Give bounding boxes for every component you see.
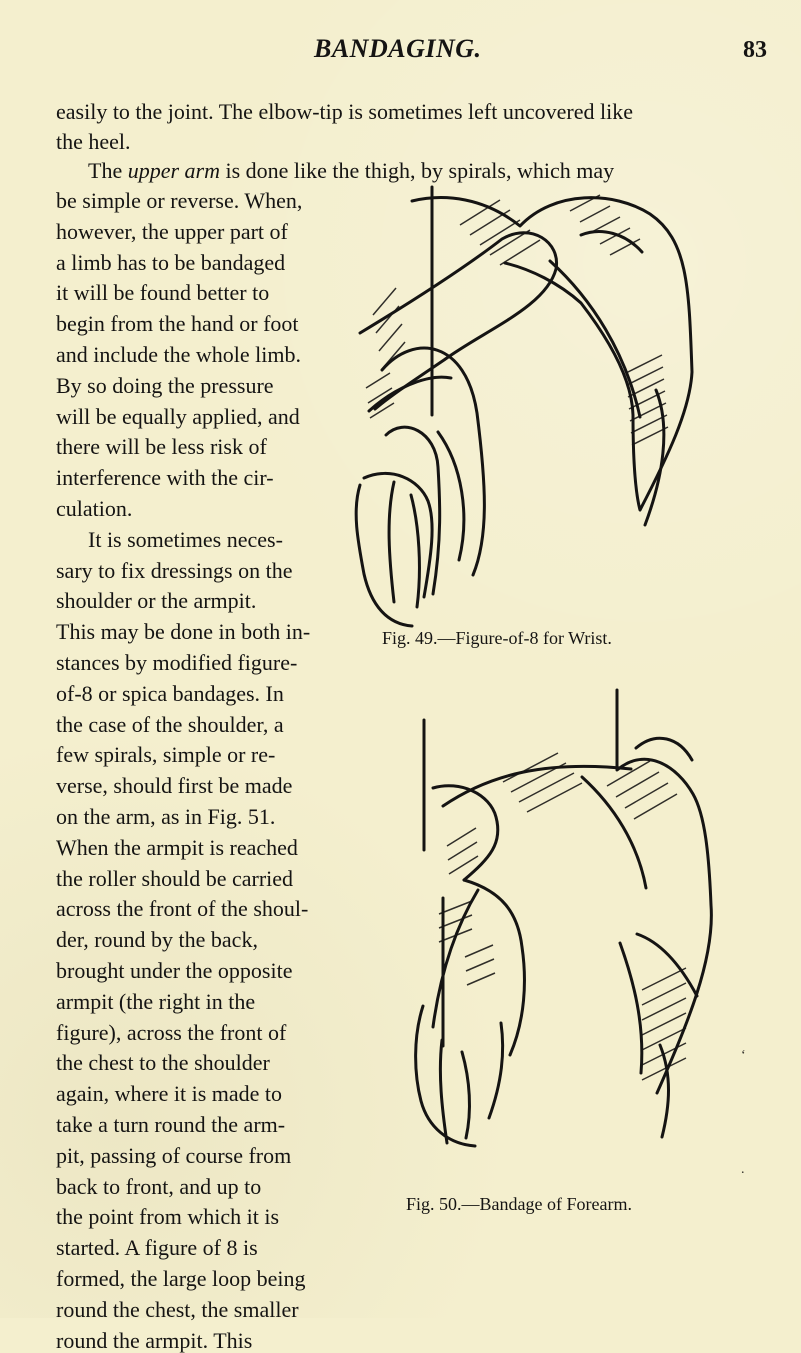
main-column-line: When the armpit is reached (56, 834, 298, 860)
main-column-line: back to front, and up to (56, 1173, 262, 1199)
main-column-line: begin from the hand or foot (56, 311, 299, 337)
main-column-line: on the arm, as in Fig. 51. (56, 804, 276, 829)
figure-50-illustration (392, 690, 732, 1190)
text-line-2: the heel. (56, 129, 131, 154)
text-line-3-suffix: is done like the thigh, by spirals, which may (225, 158, 615, 183)
margin-mark-bottom: . (741, 1162, 745, 1177)
main-column-line: brought under the opposite (56, 958, 293, 983)
main-column-line: take a turn round the arm- (56, 1112, 286, 1137)
main-column-line: pit, passing of course from (56, 1142, 292, 1168)
main-column-line: It is sometimes neces- (88, 526, 283, 552)
main-column-line: figure), across the front of (56, 1019, 287, 1045)
main-column-line: shoulder or the armpit. (56, 588, 257, 614)
main-column-line: This may be done in both in- (56, 619, 311, 645)
main-column-line: across the front of the shoul- (56, 896, 309, 922)
main-column-line: it will be found better to (56, 280, 270, 306)
main-column-line: the chest to the shoulder (56, 1050, 270, 1076)
main-column-line: By so doing the pressure (56, 372, 274, 398)
main-column-line: culation. (56, 496, 133, 521)
main-column-line: formed, the large loop being (56, 1266, 306, 1291)
main-column-line: interference with the cir- (56, 465, 274, 491)
main-column-line: the case of the shoulder, a (56, 711, 284, 737)
main-column-line: verse, should first be made (56, 773, 293, 799)
main-column-line: will be equally applied, and (56, 403, 300, 429)
text-line-1: easily to the joint. The elbow-tip is sometimes left uncovered like (56, 99, 633, 124)
main-column-line: sary to fix dressings on the (56, 557, 293, 583)
main-column-line: the point from which it is (56, 1204, 280, 1230)
running-head: BANDAGING. (314, 34, 482, 63)
figure-49-caption: Fig. 49.—Figure-of-8 for Wrist. (382, 628, 612, 648)
main-column-line: few spirals, simple or re- (56, 742, 276, 768)
main-column-line: and include the whole limb. (56, 342, 301, 367)
page-number: 83 (743, 37, 767, 63)
main-column-line: round the armpit. This (56, 1327, 253, 1353)
main-column-line: of-8 or spica bandages. In (56, 680, 284, 706)
main-column-line: round the chest, the smaller (56, 1296, 299, 1322)
emphasized-term: upper arm (127, 158, 220, 183)
main-column-line: stances by modified figure- (56, 650, 298, 675)
main-column-line: armpit (the right in the (56, 988, 256, 1014)
main-column-line: der, round by the back, (56, 927, 258, 953)
main-column-line: however, the upper part of (56, 218, 288, 244)
main-column-line: there will be less risk of (56, 434, 267, 460)
main-column-line: started. A figure of 8 is (56, 1235, 258, 1261)
figure-49-illustration (340, 165, 712, 635)
main-column-line: the roller should be carried (56, 865, 294, 891)
main-column-line: a limb has to be bandaged (56, 249, 286, 275)
margin-mark-top: ‘ (741, 1048, 746, 1063)
main-column-line: be simple or reverse. When, (56, 188, 303, 213)
main-column-line: again, where it is made to (56, 1081, 283, 1107)
figure-50-caption: Fig. 50.—Bandage of Forearm. (406, 1194, 632, 1214)
text-line-3-prefix: The (88, 158, 123, 183)
